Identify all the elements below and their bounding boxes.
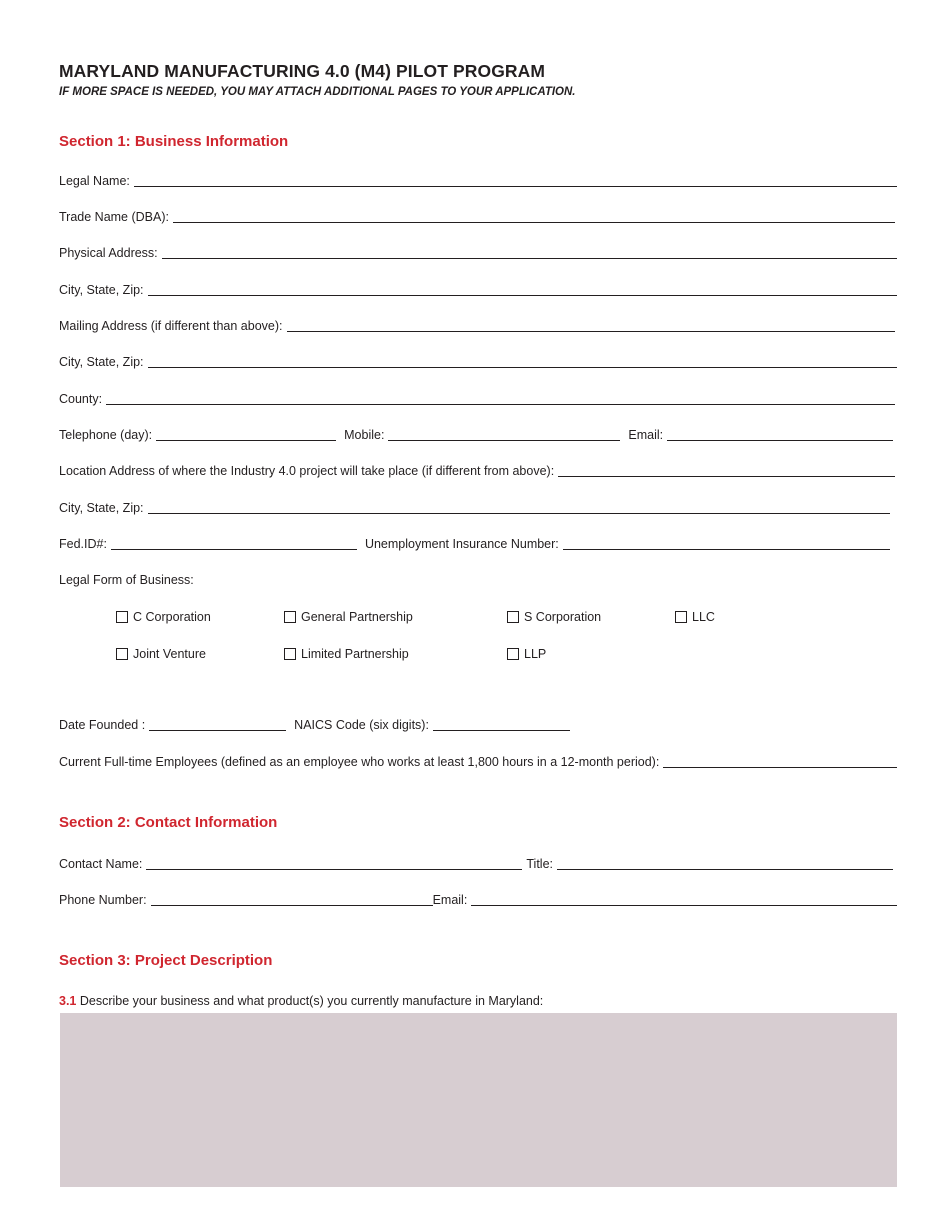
checkbox-label: C Corporation [133, 610, 211, 624]
fed-id-field[interactable] [111, 549, 357, 550]
trade-name-label: Trade Name (DBA): [59, 210, 169, 224]
legal-name-label: Legal Name: [59, 174, 130, 188]
checkbox-llc[interactable] [675, 610, 715, 624]
contact-name-field[interactable] [146, 869, 522, 870]
question-3-1 [59, 994, 543, 1008]
location-address-field[interactable] [558, 476, 895, 477]
naics-field[interactable] [433, 730, 570, 731]
question-number: 3.1 [59, 994, 77, 1008]
city-state-zip-field-3[interactable] [148, 513, 890, 514]
telephone-field[interactable] [156, 440, 336, 441]
telephone-label: Telephone (day): [59, 428, 153, 442]
checkbox-box[interactable] [675, 611, 687, 623]
business-description-textarea[interactable] [60, 1013, 897, 1187]
checkbox-box[interactable] [116, 611, 128, 623]
legal-form-options-row-1 [59, 610, 897, 626]
section-3-heading: Section 3: Project Description [59, 952, 273, 969]
checkbox-box[interactable] [284, 611, 296, 623]
employees-row [59, 751, 897, 769]
section-2-heading: Section 2: Contact Information [59, 814, 278, 831]
city-state-zip-label-1: City, State, Zip: [59, 283, 144, 297]
checkbox-c-corporation[interactable] [116, 610, 211, 624]
checkbox-s-corporation[interactable] [507, 610, 601, 624]
county-field[interactable] [106, 404, 895, 405]
city-state-zip-row-2 [59, 351, 897, 369]
checkbox-label: Limited Partnership [301, 647, 409, 661]
county-row [59, 388, 897, 406]
phone-label: Phone Number: [59, 893, 147, 907]
contact-email-label: Email: [432, 893, 468, 907]
checkbox-box[interactable] [284, 648, 296, 660]
phone-field[interactable] [151, 905, 433, 906]
city-state-zip-row-3 [59, 497, 897, 515]
checkbox-label: Joint Venture [133, 647, 206, 661]
fed-id-row [59, 533, 897, 551]
date-founded-label: Date Founded : [59, 718, 146, 732]
checkbox-box[interactable] [507, 648, 519, 660]
checkbox-label: LLC [692, 610, 715, 624]
email-field[interactable] [667, 440, 893, 441]
contact-email-field[interactable] [471, 905, 897, 906]
legal-form-label: Legal Form of Business: [59, 573, 194, 587]
location-address-label: Location Address of where the Industry 4.0 project will take place (if different from above): [59, 464, 555, 478]
contact-name-label: Contact Name: [59, 857, 143, 871]
checkbox-llp[interactable] [507, 647, 546, 661]
checkbox-box[interactable] [116, 648, 128, 660]
legal-form-row [59, 569, 897, 587]
city-state-zip-field-1[interactable] [148, 295, 897, 296]
physical-address-label: Physical Address: [59, 246, 158, 260]
checkbox-label: S Corporation [524, 610, 602, 624]
employees-field[interactable] [663, 767, 897, 768]
mailing-address-row [59, 315, 897, 333]
email-label: Email: [628, 428, 664, 442]
city-state-zip-row-1 [59, 279, 897, 297]
legal-form-options-row-2 [59, 647, 897, 663]
contact-name-row [59, 853, 897, 871]
naics-label: NAICS Code (six digits): [294, 718, 429, 732]
phone-row [59, 889, 897, 907]
form-subtitle: IF MORE SPACE IS NEEDED, YOU MAY ATTACH ADDITIONAL PAGES TO YOUR APPLICATION. [59, 86, 576, 98]
mobile-label: Mobile: [344, 428, 385, 442]
question-text: Describe your business and what product(s) you currently manufacture in Maryland: [79, 994, 544, 1008]
city-state-zip-label-3: City, State, Zip: [59, 501, 144, 515]
form-title: MARYLAND MANUFACTURING 4.0 (M4) PILOT PROGRAM [59, 61, 546, 81]
location-address-row [59, 460, 897, 478]
trade-name-row [59, 206, 897, 224]
date-founded-field[interactable] [149, 730, 286, 731]
mailing-address-field[interactable] [287, 331, 895, 332]
checkbox-general-partnership[interactable] [284, 610, 413, 624]
trade-name-field[interactable] [173, 222, 895, 223]
city-state-zip-label-2: City, State, Zip: [59, 355, 144, 369]
legal-name-field[interactable] [134, 186, 897, 187]
unemployment-field[interactable] [563, 549, 890, 550]
checkbox-box[interactable] [507, 611, 519, 623]
physical-address-row [59, 242, 897, 260]
mobile-field[interactable] [388, 440, 620, 441]
unemployment-label: Unemployment Insurance Number: [364, 537, 559, 551]
fed-id-label: Fed.ID#: [59, 537, 107, 551]
section-1-heading: Section 1: Business Information [59, 133, 289, 150]
date-founded-row [59, 714, 897, 732]
city-state-zip-field-2[interactable] [148, 367, 897, 368]
checkbox-label: LLP [524, 647, 547, 661]
contact-title-label: Title: [526, 857, 553, 871]
mailing-address-label: Mailing Address (if different than above): [59, 319, 283, 333]
checkbox-joint-venture[interactable] [116, 647, 206, 661]
contact-title-field[interactable] [557, 869, 893, 870]
telephone-row [59, 424, 897, 442]
legal-name-row [59, 170, 897, 188]
checkbox-label: General Partnership [301, 610, 413, 624]
physical-address-field[interactable] [162, 258, 897, 259]
county-label: County: [59, 392, 103, 406]
employees-label: Current Full-time Employees (defined as an employee who works at least 1,800 hours in a 12-month period): [59, 755, 660, 769]
checkbox-limited-partnership[interactable] [284, 647, 409, 661]
